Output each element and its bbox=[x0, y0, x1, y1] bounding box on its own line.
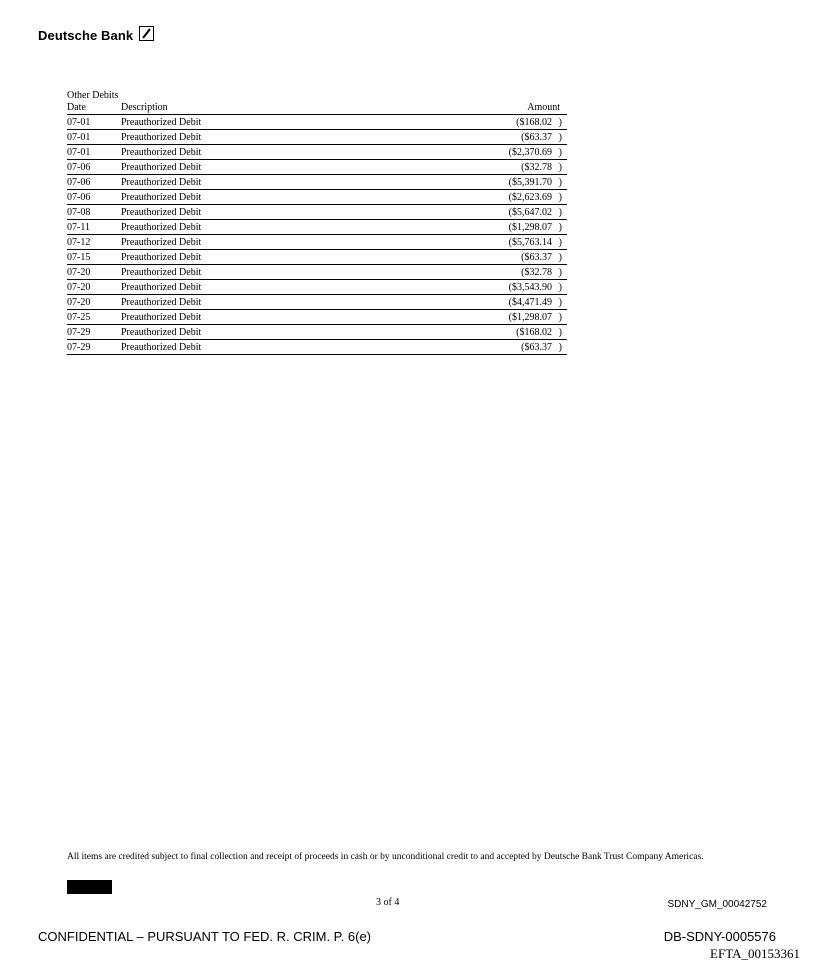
table-row bbox=[67, 145, 567, 160]
row-amount-close-paren: ) bbox=[558, 132, 562, 143]
row-amount bbox=[422, 295, 567, 310]
row-amount-value: ($5,647.02 bbox=[508, 207, 552, 218]
row-amount-value: ($63.37 bbox=[521, 342, 552, 353]
row-amount-close-paren: ) bbox=[558, 117, 562, 128]
table-row bbox=[67, 115, 567, 130]
row-amount bbox=[422, 325, 567, 340]
row-date: 07-20 bbox=[67, 280, 121, 295]
row-date: 07-20 bbox=[67, 265, 121, 280]
page-number: 3 of 4 bbox=[376, 897, 400, 908]
table-row bbox=[67, 160, 567, 175]
row-amount bbox=[422, 205, 567, 220]
row-description: Preauthorized Debit bbox=[121, 220, 422, 235]
table-row bbox=[67, 130, 567, 145]
row-date: 07-25 bbox=[67, 310, 121, 325]
row-date: 07-15 bbox=[67, 250, 121, 265]
row-description: Preauthorized Debit bbox=[121, 160, 422, 175]
table-row bbox=[67, 190, 567, 205]
row-date: 07-06 bbox=[67, 190, 121, 205]
column-header-description: Description bbox=[121, 100, 422, 115]
row-amount bbox=[422, 220, 567, 235]
efta-number: EFTA_00153361 bbox=[710, 946, 800, 961]
row-date: 07-20 bbox=[67, 295, 121, 310]
row-amount bbox=[422, 310, 567, 325]
row-amount-value: ($2,370.69 bbox=[508, 147, 552, 158]
row-amount-value: ($32.78 bbox=[521, 162, 552, 173]
row-date: 07-06 bbox=[67, 175, 121, 190]
row-amount-value: ($168.02 bbox=[516, 327, 552, 338]
row-description: Preauthorized Debit bbox=[121, 115, 422, 130]
row-amount-close-paren: ) bbox=[558, 162, 562, 173]
table-row bbox=[67, 340, 567, 355]
deutsche-bank-slash-logo-icon bbox=[139, 26, 154, 41]
table-row bbox=[67, 250, 567, 265]
row-amount-value: ($5,391.70 bbox=[508, 177, 552, 188]
row-amount bbox=[422, 250, 567, 265]
table-row bbox=[67, 295, 567, 310]
row-date: 07-01 bbox=[67, 130, 121, 145]
row-amount-value: ($63.37 bbox=[521, 132, 552, 143]
row-amount-close-paren: ) bbox=[558, 192, 562, 203]
row-date: 07-29 bbox=[67, 325, 121, 340]
row-amount-value: ($3,543.90 bbox=[508, 282, 552, 293]
row-amount bbox=[422, 160, 567, 175]
row-amount bbox=[422, 280, 567, 295]
row-description: Preauthorized Debit bbox=[121, 280, 422, 295]
column-header-date: Date bbox=[67, 100, 121, 115]
bank-name: Deutsche Bank bbox=[38, 28, 134, 43]
row-amount-value: ($5,763.14 bbox=[508, 237, 552, 248]
bates-number-bottom: DB-SDNY-0005576 bbox=[663, 929, 776, 944]
row-description: Preauthorized Debit bbox=[121, 235, 422, 250]
row-amount-close-paren: ) bbox=[558, 327, 562, 338]
row-amount-close-paren: ) bbox=[558, 147, 562, 158]
row-description: Preauthorized Debit bbox=[121, 205, 422, 220]
row-amount-close-paren: ) bbox=[558, 252, 562, 263]
other-debits-table bbox=[67, 100, 567, 355]
row-description: Preauthorized Debit bbox=[121, 265, 422, 280]
disclaimer-text: All items are credited subject to final collection and receipt of proceeds in cash or by unconditional credit to and accepted by Deutsche Bank Trust Company Americas. bbox=[67, 852, 704, 862]
table-row bbox=[67, 205, 567, 220]
row-description: Preauthorized Debit bbox=[121, 325, 422, 340]
bates-number-top: SDNY_GM_00042752 bbox=[667, 899, 767, 910]
row-amount bbox=[422, 115, 567, 130]
row-amount-value: ($2,623.69 bbox=[508, 192, 552, 203]
bank-brand bbox=[38, 28, 154, 43]
row-amount-close-paren: ) bbox=[558, 282, 562, 293]
row-amount-close-paren: ) bbox=[558, 177, 562, 188]
table-row bbox=[67, 280, 567, 295]
row-date: 07-29 bbox=[67, 340, 121, 355]
row-amount-close-paren: ) bbox=[558, 237, 562, 248]
row-amount bbox=[422, 145, 567, 160]
row-description: Preauthorized Debit bbox=[121, 145, 422, 160]
row-description: Preauthorized Debit bbox=[121, 295, 422, 310]
row-amount bbox=[422, 175, 567, 190]
row-amount-close-paren: ) bbox=[558, 207, 562, 218]
row-description: Preauthorized Debit bbox=[121, 130, 422, 145]
table-header-row bbox=[67, 100, 567, 115]
row-amount-value: ($1,298.07 bbox=[508, 222, 552, 233]
row-date: 07-11 bbox=[67, 220, 121, 235]
redaction-block bbox=[67, 880, 112, 894]
row-description: Preauthorized Debit bbox=[121, 190, 422, 205]
table-row bbox=[67, 325, 567, 340]
row-amount-value: ($32.78 bbox=[521, 267, 552, 278]
row-date: 07-01 bbox=[67, 145, 121, 160]
row-amount-close-paren: ) bbox=[558, 297, 562, 308]
row-description: Preauthorized Debit bbox=[121, 310, 422, 325]
row-amount-value: ($168.02 bbox=[516, 117, 552, 128]
row-amount bbox=[422, 130, 567, 145]
table-body bbox=[67, 115, 567, 355]
row-amount bbox=[422, 235, 567, 250]
table-row bbox=[67, 175, 567, 190]
confidential-notice: CONFIDENTIAL – PURSUANT TO FED. R. CRIM. P. 6(e) bbox=[38, 929, 372, 944]
table-row bbox=[67, 310, 567, 325]
row-amount bbox=[422, 190, 567, 205]
row-amount bbox=[422, 340, 567, 355]
row-description: Preauthorized Debit bbox=[121, 250, 422, 265]
row-amount-close-paren: ) bbox=[558, 267, 562, 278]
table-row bbox=[67, 265, 567, 280]
row-amount-value: ($4,471.49 bbox=[508, 297, 552, 308]
row-description: Preauthorized Debit bbox=[121, 175, 422, 190]
row-description: Preauthorized Debit bbox=[121, 340, 422, 355]
row-date: 07-06 bbox=[67, 160, 121, 175]
row-amount-value: ($1,298.07 bbox=[508, 312, 552, 323]
row-date: 07-01 bbox=[67, 115, 121, 130]
table-row bbox=[67, 220, 567, 235]
row-amount bbox=[422, 265, 567, 280]
table-row bbox=[67, 235, 567, 250]
row-amount-close-paren: ) bbox=[558, 342, 562, 353]
column-header-amount: Amount bbox=[422, 100, 567, 115]
row-date: 07-12 bbox=[67, 235, 121, 250]
section-title: Other Debits bbox=[67, 90, 119, 101]
row-amount-close-paren: ) bbox=[558, 222, 562, 233]
row-date: 07-08 bbox=[67, 205, 121, 220]
row-amount-close-paren: ) bbox=[558, 312, 562, 323]
row-amount-value: ($63.37 bbox=[521, 252, 552, 263]
